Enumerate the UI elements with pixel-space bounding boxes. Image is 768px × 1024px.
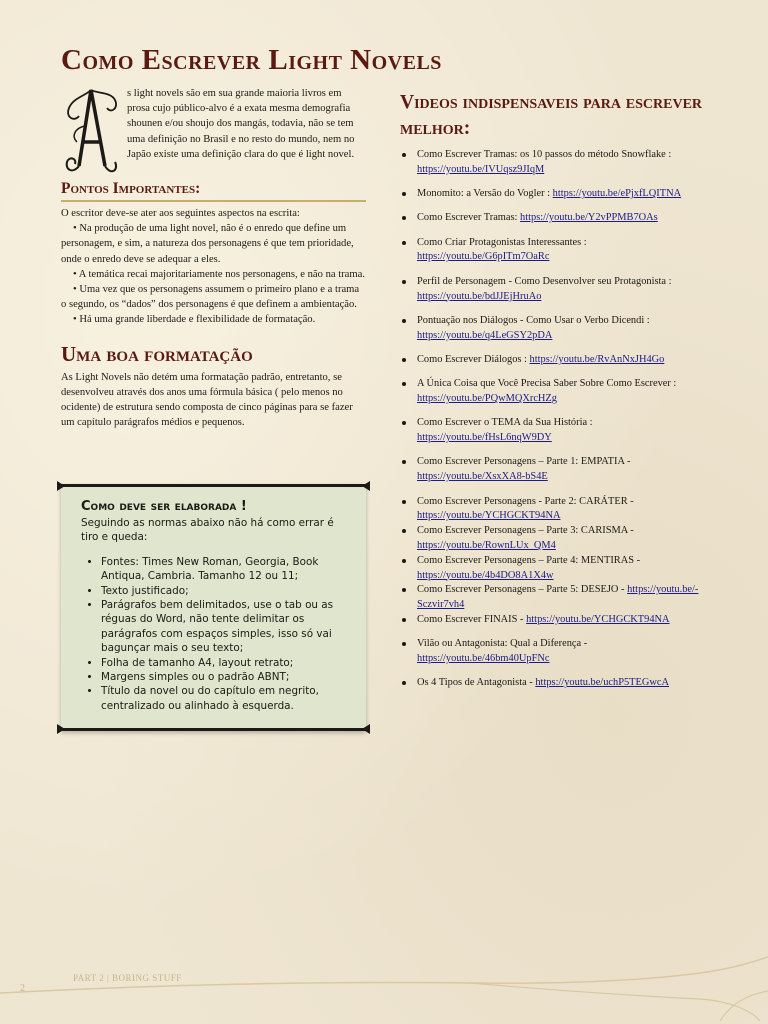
video-link[interactable]: https://youtu.be/YCHGCKT94NA: [417, 510, 561, 522]
page-title: Como Escrever Light Novels: [61, 44, 442, 76]
video-list-item: [400, 353, 718, 368]
video-link[interactable]: https://youtu.be/Y2vPPMB7OAs: [520, 212, 658, 224]
video-title: Como Criar Protagonistas Interessantes :: [417, 236, 587, 248]
video-link[interactable]: https://youtu.be/RvAnNxJH4Go: [529, 353, 665, 365]
note-corner: [362, 481, 370, 491]
video-link[interactable]: https://youtu.be/bdJJEjHruAo: [417, 290, 542, 302]
video-list-item: [400, 148, 718, 178]
video-link[interactable]: https://youtu.be/IVUqsz9JIqM: [417, 163, 545, 175]
note-box: [61, 484, 366, 731]
note-list-item: • Folha de tamanho A4, layout retrato;: [101, 656, 346, 670]
note-intro: Seguindo as normas abaixo não há como errar é tiro e queda:: [81, 517, 334, 544]
video-link[interactable]: https://youtu.be/XsxXA8-bS4E: [417, 471, 548, 483]
video-title: Como Escrever Personagens – Parte 3: CARISMA -: [417, 525, 634, 537]
video-link[interactable]: https://youtu.be/ePjxfLQITNA: [552, 188, 682, 200]
videos-heading: Videos indispensaveis para escrever melhor:: [400, 92, 703, 139]
intro-section: [61, 86, 366, 162]
pontos-lead: O escritor deve-se ater aos seguintes aspectos na escrita:: [61, 208, 300, 220]
note-title: Como deve ser elaborada !: [81, 499, 247, 514]
pontos-item: • Na produção de uma light novel, não é o enredo que define um personagem, e sim, a natureza dos personagens é que tem prioridade, onde o enredo deve se adequar a eles.: [61, 223, 354, 265]
video-title: Como Escrever o TEMA da Sua História :: [417, 417, 593, 429]
video-list-item: [400, 455, 718, 485]
note-list-item: • Título da novel ou do capítulo em negrito, centralizado ou alinhado à esquerda.: [101, 684, 346, 713]
video-list-item: [400, 495, 718, 525]
note-list: [81, 555, 346, 713]
left-column: [61, 86, 366, 430]
video-title: A Única Coisa que Você Precisa Saber Sobre Como Escrever :: [417, 378, 677, 390]
video-list-item: [400, 187, 718, 202]
video-title: Como Escrever Personagens – Parte 5: DESEJO -: [417, 584, 628, 596]
note-list-item: • Parágrafos bem delimitados, use o tab ou as réguas do Word, não tente delimitar os parágrafos com espaços simples, isso só vai bagunçar mais o seu texto;: [101, 598, 346, 656]
pontos-item: • A temática recai majoritariamente nos personagens, e não na trama.: [73, 268, 365, 280]
video-list-item: [400, 416, 718, 446]
intro-paragraph: s light novels são em sua grande maioria livros em prosa cujo público-alvo é a exata mesma demografia shounen e/ou shoujo dos mangás, todavia, não se tem uma definição no Brasil e no resto do mundo, nem no Japão existe uma definição clara do que é light novel.: [127, 88, 355, 160]
videos-list: [400, 148, 718, 691]
video-list-item: [400, 583, 718, 613]
video-title: Como Escrever FINAIS -: [417, 613, 527, 625]
note-corner: [57, 724, 65, 734]
formatacao-heading: Uma boa formatação: [61, 341, 253, 366]
pontos-item: • Uma vez que os personagens assumem o primeiro plano e a trama o segundo, os “dados” dos personagens é que definem a ambientação.: [61, 284, 360, 311]
pontos-heading: Pontos Importantes:: [61, 180, 366, 202]
video-list-item: [400, 524, 718, 554]
video-title: Como Escrever Diálogos :: [417, 353, 530, 365]
video-list-item: [400, 637, 718, 667]
video-title: Como Escrever Personagens – Parte 4: MENTIRAS -: [417, 554, 641, 566]
video-title: Como Escrever Tramas:: [417, 212, 521, 224]
video-list-item: [400, 554, 718, 584]
right-column: [400, 90, 718, 701]
footer-label: PART 2 | BORING STUFF: [73, 973, 182, 983]
video-title: Como Escrever Tramas: os 10 passos do método Snowflake :: [417, 149, 672, 160]
video-list-item: [400, 236, 718, 266]
note-list-item: • Fontes: Times New Roman, Georgia, Book Antiqua, Cambria. Tamanho 12 ou 11;: [101, 555, 346, 584]
video-title: Perfil de Personagem - Como Desenvolver seu Protagonista :: [417, 275, 672, 287]
video-link[interactable]: https://youtu.be/RownLUx_QM4: [417, 539, 556, 551]
video-title: Vilão ou Antagonista: Qual a Diferença -: [417, 638, 588, 650]
note-list-item: • Margens simples ou o padrão ABNT;: [101, 670, 346, 684]
page-number: 2: [20, 983, 25, 994]
dropcap-letter-icon: [61, 86, 121, 178]
video-link[interactable]: https://youtu.be/q4LeGSY2pDA: [417, 329, 553, 341]
video-link[interactable]: https://youtu.be/fHsL6nqW9DY: [417, 432, 552, 444]
footer-ornament-icon: [0, 955, 768, 1024]
video-list-item: [400, 211, 718, 226]
video-list-item: [400, 377, 718, 407]
video-link[interactable]: https://youtu.be/G6pITm7OaRc: [417, 251, 550, 263]
video-link[interactable]: https://youtu.be/-Sczvir7vh4: [417, 584, 699, 611]
video-list-item: [400, 314, 718, 344]
video-link[interactable]: https://youtu.be/PQwMQXrcHZg: [417, 393, 557, 405]
video-link[interactable]: https://youtu.be/4b4DO8A1X4w: [417, 569, 554, 581]
formatacao-paragraph: As Light Novels não detém uma formatação padrão, entretanto, se desenvolveu através dos anos uma fórmula básica ( pelo menos no ocidente) de estrutura sendo composta de cinco páginas para se fazer um capítulo parágrafos médios e pequenos.: [61, 371, 353, 429]
pontos-item: • Há uma grande liberdade e flexibilidade de formatação.: [73, 314, 316, 326]
video-title: Como Escrever Personagens – Parte 1: EMPATIA -: [417, 456, 631, 468]
video-title: Como Escrever Personagens - Parte 2: CARÁTER -: [417, 495, 634, 507]
video-title: Pontuação nos Diálogos - Como Usar o Verbo Dicendi :: [417, 314, 650, 326]
note-corner: [362, 724, 370, 734]
note-list-item: • Texto justificado;: [101, 584, 346, 598]
video-list-item: [400, 275, 718, 305]
video-list-item: [400, 613, 718, 628]
note-corner: [57, 481, 65, 491]
video-link[interactable]: https://youtu.be/46bm40UpFNc: [417, 653, 550, 665]
video-title: Monomito: a Versão do Vogler :: [417, 188, 553, 200]
video-title: Os 4 Tipos de Antagonista -: [417, 677, 536, 689]
video-list-item: [400, 676, 718, 691]
video-link[interactable]: https://youtu.be/uchP5TEGwcA: [535, 677, 669, 689]
video-link[interactable]: https://youtu.be/YCHGCKT94NA: [526, 613, 670, 625]
